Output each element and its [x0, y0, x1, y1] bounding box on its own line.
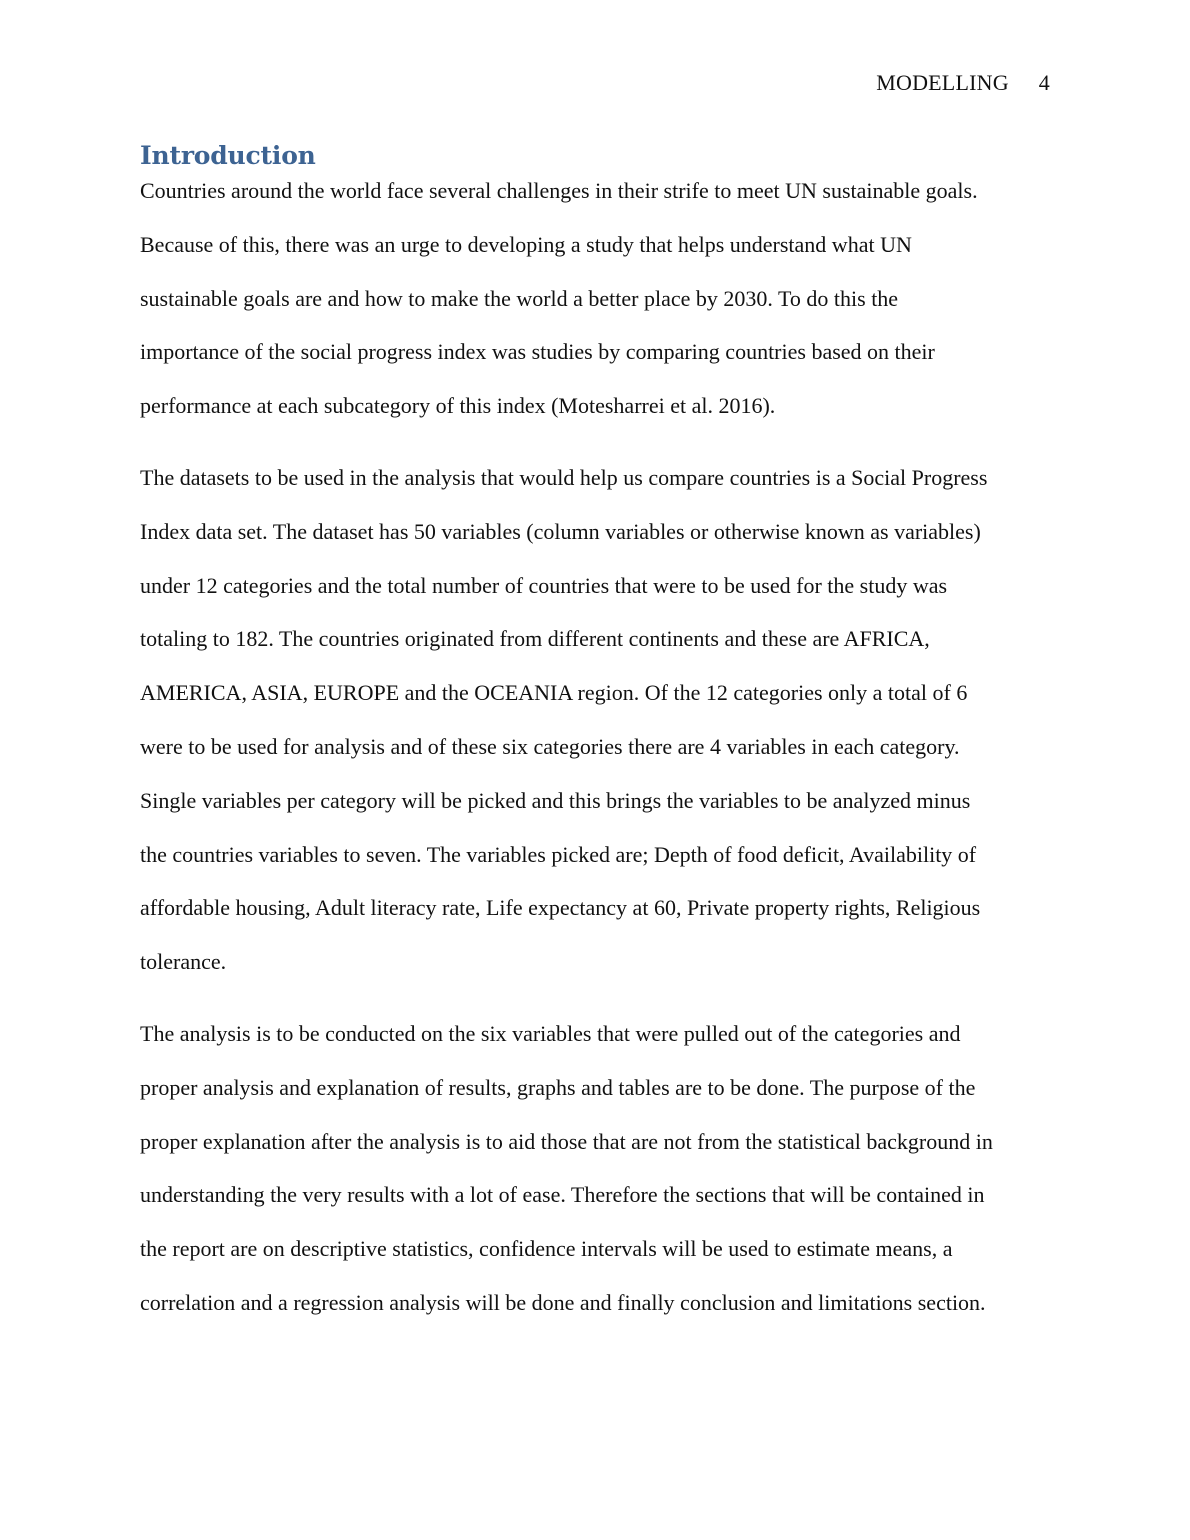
paragraph-3	[140, 1007, 1050, 1330]
running-head	[876, 70, 1050, 96]
text-line: the countries variables to seven. The variables picked are; Depth of food deficit, Availability of	[140, 841, 977, 867]
paragraph-1	[140, 164, 1050, 433]
text-line: under 12 categories and the total number of countries that were to be used for the study was	[140, 572, 948, 598]
document-body	[140, 140, 1050, 1330]
text-line: The datasets to be used in the analysis that would help us compare countries is a Social Progress	[140, 464, 988, 490]
text-line: totaling to 182. The countries originated from different continents and these are AFRICA,	[140, 626, 930, 652]
page-number: 4	[1038, 70, 1050, 95]
text-line: Because of this, there was an urge to developing a study that helps understand what UN	[140, 231, 912, 257]
text-line: performance at each subcategory of this index (Motesharrei et al. 2016).	[140, 393, 776, 419]
text-line: AMERICA, ASIA, EUROPE and the OCEANIA region. Of the 12 categories only a total of 6	[140, 680, 968, 706]
text-line: were to be used for analysis and of these six categories there are 4 variables in each category.	[140, 733, 960, 759]
text-line: Countries around the world face several challenges in their strife to meet UN sustainable goals.	[140, 178, 978, 203]
text-line: tolerance.	[140, 949, 227, 975]
text-line: sustainable goals are and how to make the world a better place by 2030. To do this the	[140, 285, 899, 311]
text-line: the report are on descriptive statistics, confidence intervals will be used to estimate means, a	[140, 1236, 953, 1262]
text-line: Single variables per category will be picked and this brings the variables to be analyzed minus	[140, 787, 971, 813]
text-line: proper explanation after the analysis is to aid those that are not from the statistical background in	[140, 1128, 993, 1154]
text-line: proper analysis and explanation of results, graphs and tables are to be done. The purpose of the	[140, 1074, 976, 1100]
text-line: understanding the very results with a lot of ease. Therefore the sections that will be contained in	[140, 1182, 985, 1208]
text-line: The analysis is to be conducted on the six variables that were pulled out of the categories and	[140, 1020, 961, 1046]
text-line: importance of the social progress index was studies by comparing countries based on their	[140, 339, 935, 365]
running-head-title: MODELLING	[876, 70, 1009, 95]
text-line: correlation and a regression analysis will be done and finally conclusion and limitations section.	[140, 1289, 986, 1315]
paragraph-2	[140, 451, 1050, 989]
text-line: affordable housing, Adult literacy rate, Life expectancy at 60, Private property rights, Religious	[140, 895, 981, 921]
text-line: Index data set. The dataset has 50 variables (column variables or otherwise known as variables)	[140, 518, 981, 544]
section-heading: Introduction	[140, 141, 316, 170]
